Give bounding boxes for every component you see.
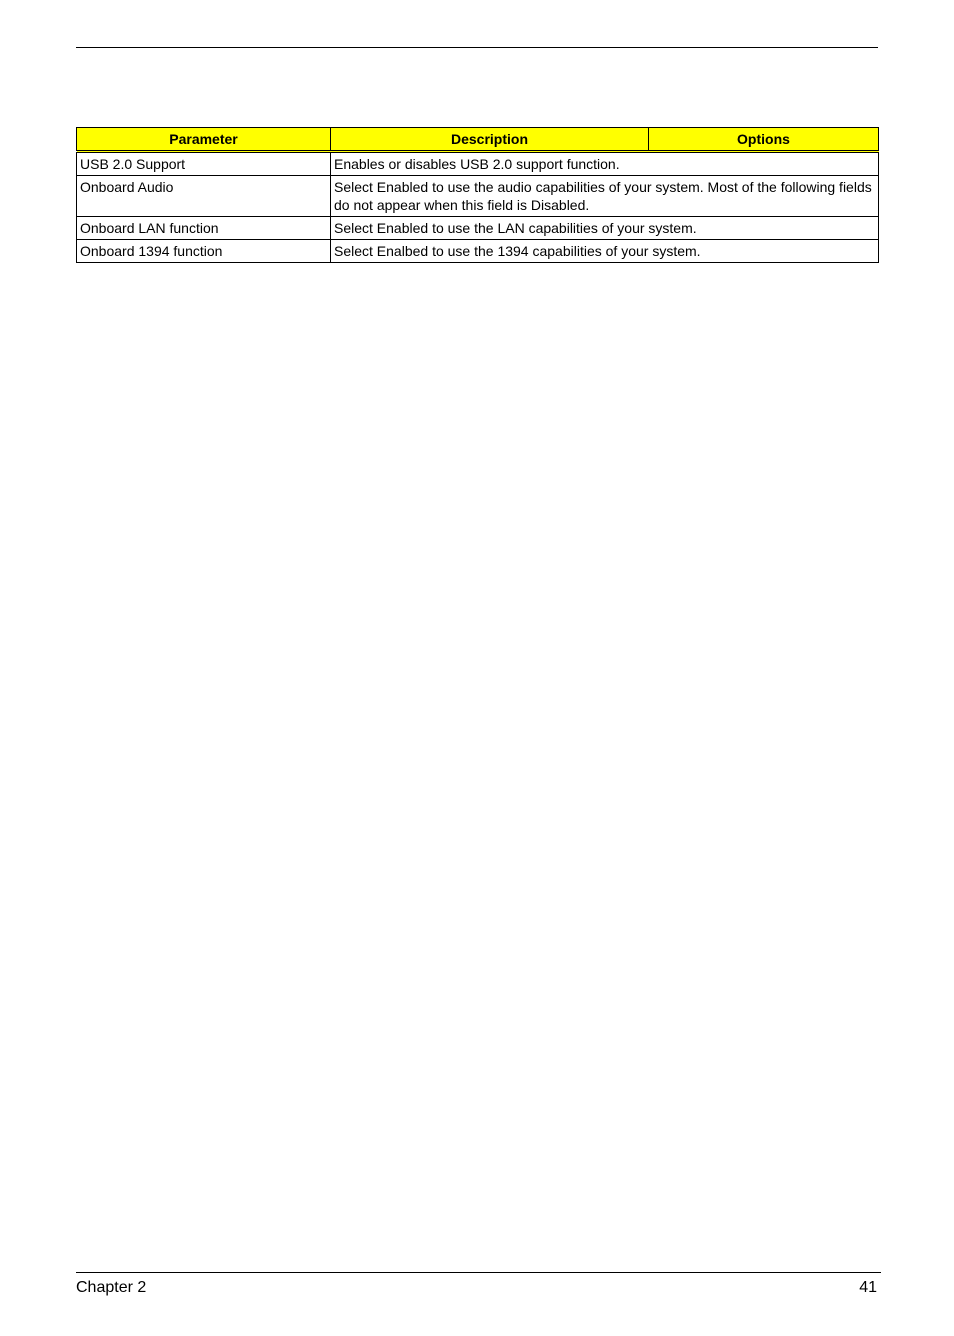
table-row <box>77 217 879 240</box>
table-header-row <box>77 128 879 152</box>
header-options: Options <box>649 128 879 152</box>
row-description: Select Enabled to use the audio capabilities of your system. Most of the following fields do not appear when this field is Disabled. <box>331 176 879 217</box>
parameter-table <box>76 127 879 263</box>
row-parameter: Onboard LAN function <box>77 217 331 240</box>
footer-page-number: 41 <box>859 1279 877 1296</box>
header-rule <box>76 47 878 48</box>
row-description: Select Enalbed to use the 1394 capabilities of your system. <box>331 240 879 263</box>
row-parameter: Onboard 1394 function <box>77 240 331 263</box>
row-description: Select Enabled to use the LAN capabilities of your system. <box>331 217 879 240</box>
footer-chapter: Chapter 2 <box>76 1279 147 1296</box>
table-row <box>77 176 879 217</box>
footer-rule <box>76 1272 881 1273</box>
header-description: Description <box>331 128 649 152</box>
header-parameter: Parameter <box>77 128 331 152</box>
table-row <box>77 240 879 263</box>
row-parameter: Onboard Audio <box>77 176 331 217</box>
table-row <box>77 152 879 176</box>
row-parameter: USB 2.0 Support <box>77 152 331 176</box>
row-description: Enables or disables USB 2.0 support function. <box>331 152 879 176</box>
